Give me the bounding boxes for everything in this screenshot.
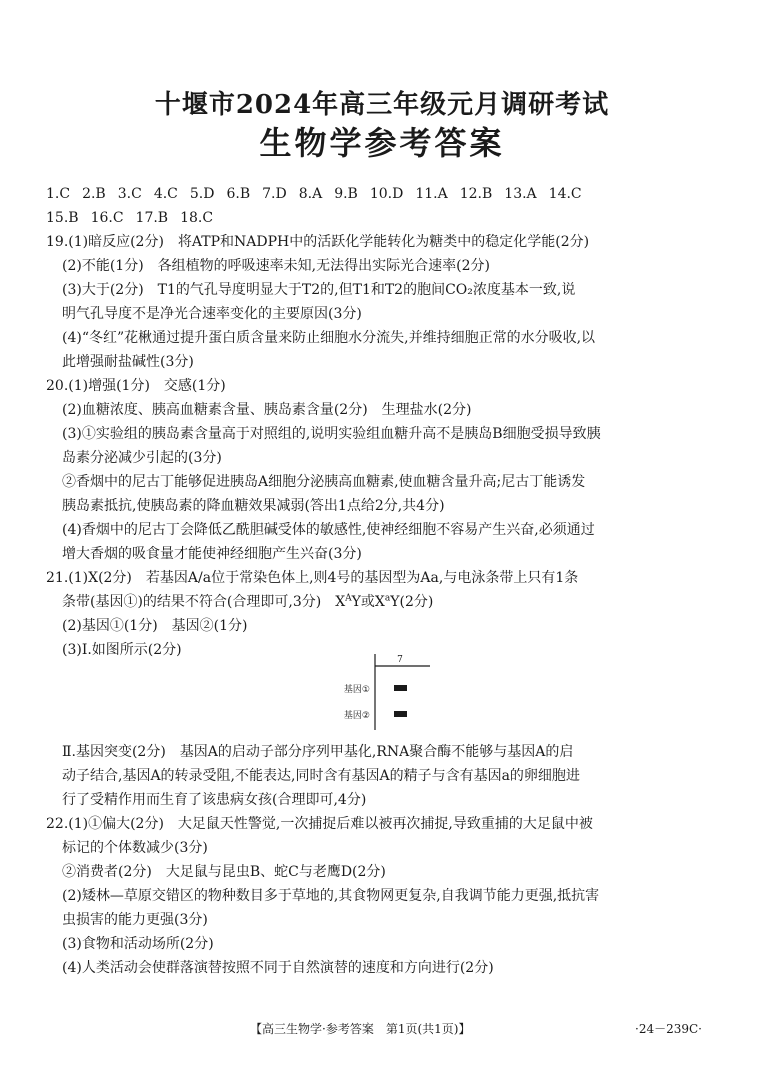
choice-answer: 16.C: [90, 210, 124, 226]
q22-part2-line1: (2)矮林—草原交错区的物种数目多于草地的,其食物网更复杂,自我调节能力更强,抵抗害: [62, 888, 600, 904]
choice-answer: 5.D: [189, 186, 215, 202]
diagram-row2-label: 基因②: [343, 711, 370, 721]
choice-answer: 10.D: [369, 186, 404, 202]
q21-part3b-line1: Ⅱ.基因突变(2分) 基因A的启动子部分序列甲基化,RNA聚合酶不能够与基因A的启: [62, 744, 574, 760]
choice-answer: 6.B: [226, 186, 251, 202]
q19-part3-line2: 明气孔导度不是净光合速率变化的主要原因(3分): [62, 306, 362, 322]
q19-part1: 19.(1)暗反应(2分) 将ATP和NADPH中的活跃化学能转化为糖类中的稳定化学能(2分): [46, 234, 590, 250]
q21-part3b-line3: 行了受精作用而生育了该患病女孩(合理即可,4分): [62, 792, 367, 808]
choice-answer: 8.A: [298, 186, 323, 202]
q21-part1-line2: [62, 592, 726, 612]
choice-answer: 17.B: [135, 210, 169, 226]
choice-answer: 11.A: [415, 186, 448, 202]
q19-part3-line1: (3)大于(2分) T1的气孔导度明显大于T2的,但T1和T2的胞间CO₂浓度基本一致,说: [62, 282, 576, 298]
footer-code: ·24－239C·: [635, 1022, 702, 1036]
choice-answer: 1.C: [46, 186, 71, 202]
diagram-band-gene2: [394, 711, 407, 717]
q20-part1: 20.(1)增强(1分) 交感(1分): [46, 378, 226, 394]
choice-answer: 7.D: [262, 186, 287, 202]
allele-superscript-a-upper: A: [345, 593, 352, 604]
q21-line2-mid: Y或X: [351, 594, 385, 610]
choice-answer: 14.C: [548, 186, 582, 202]
q22-part1-line3: ②消费者(2分) 大足鼠与昆虫B、蛇C与老鹰D(2分): [62, 864, 386, 880]
electrophoresis-diagram: [330, 650, 450, 730]
q20-part3-line3: ②香烟中的尼古丁能够促进胰岛A细胞分泌胰高血糖素,使血糖含量升高;尼古丁能诱发: [62, 474, 586, 490]
q20-part4-line2: 增大香烟的吸食量才能使神经细胞产生兴奋(3分): [62, 546, 362, 562]
q20-part3-line1: (3)①实验组的胰岛素含量高于对照组的,说明实验组血糖升高不是胰岛B细胞受损导致胰: [62, 426, 601, 442]
q22-part1-line1: 22.(1)①偏大(2分) 大足鼠天性警觉,一次捕捉后难以被再次捕捉,导致重捕的大足鼠中被: [46, 816, 593, 832]
q20-part3-line2: 岛素分泌减少引起的(3分): [62, 450, 222, 466]
q22-part2-line2: 虫损害的能力更强(3分): [62, 912, 208, 928]
q19-part2: (2)不能(1分) 各组植物的呼吸速率未知,无法得出实际光合速率(2分): [62, 258, 490, 274]
choice-answer: 9.B: [334, 186, 358, 202]
choice-answer: 12.B: [459, 186, 493, 202]
q22-part4: (4)人类活动会使群落演替按照不同于自然演替的速度和方向进行(2分): [62, 960, 494, 976]
q21-part3-label: (3)Ⅰ.如图所示(2分): [62, 642, 182, 658]
choice-answer: 13.A: [504, 186, 537, 202]
q21-part2: (2)基因①(1分) 基因②(1分): [62, 618, 248, 634]
q22-part1-line2: 标记的个体数减少(3分): [62, 840, 208, 856]
q21-line2-post: Y(2分): [390, 594, 434, 610]
q21-part1-line1: 21.(1)X(2分) 若基因A/a位于常染色体上,则4号的基因型为Aa,与电泳条带上只有1条: [46, 570, 579, 586]
choice-answer: 18.C: [180, 210, 214, 226]
q21-line2-pre: 条带(基因①)的结果不符合(合理即可,3分) X: [62, 594, 346, 610]
q20-part2: (2)血糖浓度、胰高血糖素含量、胰岛素含量(2分) 生理盐水(2分): [62, 402, 472, 418]
page-subtitle: 生物学参考答案: [259, 124, 505, 162]
q20-part4-line1: (4)香烟中的尼古丁会降低乙酰胆碱受体的敏感性,使神经细胞不容易产生兴奋,必须通过: [62, 522, 595, 538]
q19-part4-line2: 此增强耐盐碱性(3分): [62, 354, 194, 370]
allele-superscript-a-lower: a: [384, 593, 391, 604]
choice-answer: 15.B: [46, 210, 79, 226]
diagram-column-label: 7: [397, 655, 403, 665]
footer-page-info: 【高三生物学·参考答案 第1页(共1页)】: [250, 1022, 471, 1036]
diagram-row1-label: 基因①: [343, 685, 370, 695]
choice-answer: 3.C: [117, 186, 142, 202]
q21-part3b-line2: 动子结合,基因A的转录受阻,不能表达,同时含有基因A的精子与含有基因a的卵细胞进: [62, 768, 580, 784]
choice-answer: 4.C: [153, 186, 178, 202]
choice-answer: 2.B: [82, 186, 106, 202]
page-title: 十堰市2024年高三年级元月调研考试: [154, 90, 610, 120]
diagram-band-gene1: [394, 685, 407, 691]
q22-part3: (3)食物和活动场所(2分): [62, 936, 214, 952]
q20-part3-line4: 胰岛素抵抗,使胰岛素的降血糖效果减弱(答出1点给2分,共4分): [62, 498, 445, 514]
q19-part4-line1: (4)“冬红”花楸通过提升蛋白质含量来防止细胞水分流失,并维持细胞正常的水分吸收,以: [62, 330, 596, 346]
choice-answers-row-2: [46, 208, 726, 228]
choice-answers-row-1: [46, 184, 726, 204]
